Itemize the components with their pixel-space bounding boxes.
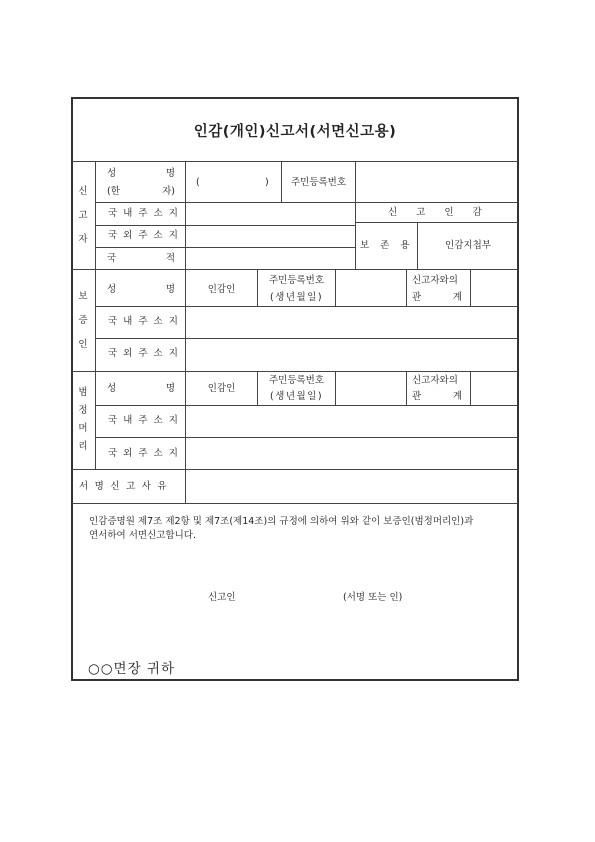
guarantor-foreign-address-label: 국외주소지 [108, 348, 184, 359]
vertical-char: 정 [78, 405, 88, 416]
vertical-char: 증 [78, 315, 88, 326]
guarantor-birth-date-label: (생년월일) [269, 292, 324, 303]
signer-label: 신고인 [208, 592, 236, 603]
village-head-resident-no-label: 주민등록번호 [268, 375, 325, 386]
village-head-foreign-address-label: 국외주소지 [108, 448, 184, 459]
name-char-2: 명 [165, 383, 175, 394]
signature-hint: (서명 또는 인) [343, 592, 403, 603]
guarantor-seal-label: 인감인 [207, 284, 236, 295]
vertical-char: 리 [78, 441, 88, 452]
nationality-char-1: 국 [107, 253, 117, 264]
vertical-char: 머 [78, 423, 88, 434]
hanja-open: (한 [107, 186, 120, 197]
divider [95, 405, 518, 406]
divider [95, 247, 355, 248]
divider [185, 470, 186, 503]
divider [355, 162, 356, 269]
divider [95, 437, 518, 438]
applicant-resident-no-label: 주민등록번호 [290, 177, 347, 188]
divider [185, 162, 186, 469]
vertical-char: 범 [78, 387, 88, 398]
name-char-1: 성 [107, 383, 117, 394]
vertical-char: 자 [78, 234, 88, 245]
recipient: ○○면장 귀하 [88, 661, 176, 677]
divider [72, 503, 518, 504]
applicant-preservation-label: 보존용 [360, 240, 421, 251]
divider [95, 225, 355, 226]
guarantor-domestic-address-label: 국내주소지 [108, 316, 184, 327]
divider [470, 270, 471, 306]
divider [470, 372, 471, 405]
divider [72, 269, 518, 270]
village-head-domestic-address-label: 국내주소지 [108, 415, 184, 426]
divider [95, 338, 518, 339]
applicant-section-label [76, 180, 90, 252]
divider [355, 222, 518, 223]
applicant-foreign-address-label: 국외주소지 [108, 230, 184, 241]
declaration-text: 인감증명원 제7조 제2항 및 제7조(제14조)의 규정에 의하여 위와 같이 보증인(범정머리인)과 연서하여 서면신고합니다. [89, 516, 474, 541]
vertical-char: 보 [78, 291, 88, 302]
guarantor-relation-label-2 [412, 292, 462, 304]
village-head-name-label [107, 383, 175, 395]
applicant-hanja-label [107, 186, 175, 198]
vertical-char: 고 [78, 210, 88, 221]
relation-char-2: 계 [452, 391, 462, 402]
hanja-close: 자) [162, 186, 175, 197]
guarantor-resident-no-label: 주민등록번호 [268, 275, 325, 286]
vertical-char: 신 [78, 186, 88, 197]
form-title: 인감(개인)신고서(서면신고용) [193, 124, 397, 140]
reason-label: 서명신고사유 [79, 481, 174, 492]
divider [406, 372, 407, 405]
divider [335, 372, 336, 405]
name-char-1: 성 [107, 168, 117, 179]
guarantor-name-label [107, 284, 175, 296]
applicant-name-input-open[interactable]: ( [196, 177, 200, 188]
divider [95, 306, 518, 307]
name-char-1: 성 [107, 284, 117, 295]
divider [95, 162, 96, 469]
village-head-relation-label-2 [412, 391, 462, 403]
divider [281, 162, 282, 202]
guarantor-relation-label-1: 신고자와의 [412, 275, 458, 286]
nationality-char-2: 적 [165, 253, 175, 264]
name-char-2: 명 [165, 284, 175, 295]
divider [406, 270, 407, 306]
village-head-birth-date-label: (생년월일) [269, 391, 324, 402]
applicant-seal-ledger-label: 인감지첩부 [445, 240, 491, 251]
divider [72, 371, 518, 372]
applicant-seal-label: 신고인감 [388, 207, 501, 218]
divider [72, 469, 518, 470]
guarantor-section-label [76, 285, 90, 357]
divider [95, 202, 518, 203]
relation-char-1: 관 [412, 292, 422, 303]
village-head-seal-label: 인감인 [207, 383, 236, 394]
divider [335, 270, 336, 306]
vertical-char: 인 [78, 339, 88, 350]
village-head-relation-label-1: 신고자와의 [412, 375, 458, 386]
relation-char-2: 계 [452, 292, 462, 303]
village-head-section-label [76, 384, 90, 456]
divider [72, 161, 518, 162]
applicant-nationality-label [107, 253, 175, 265]
applicant-domestic-address-label: 국내주소지 [108, 208, 184, 219]
applicant-name-label [107, 168, 175, 180]
relation-char-1: 관 [412, 391, 422, 402]
applicant-name-input-close[interactable]: ) [265, 177, 269, 188]
name-char-2: 명 [165, 168, 175, 179]
